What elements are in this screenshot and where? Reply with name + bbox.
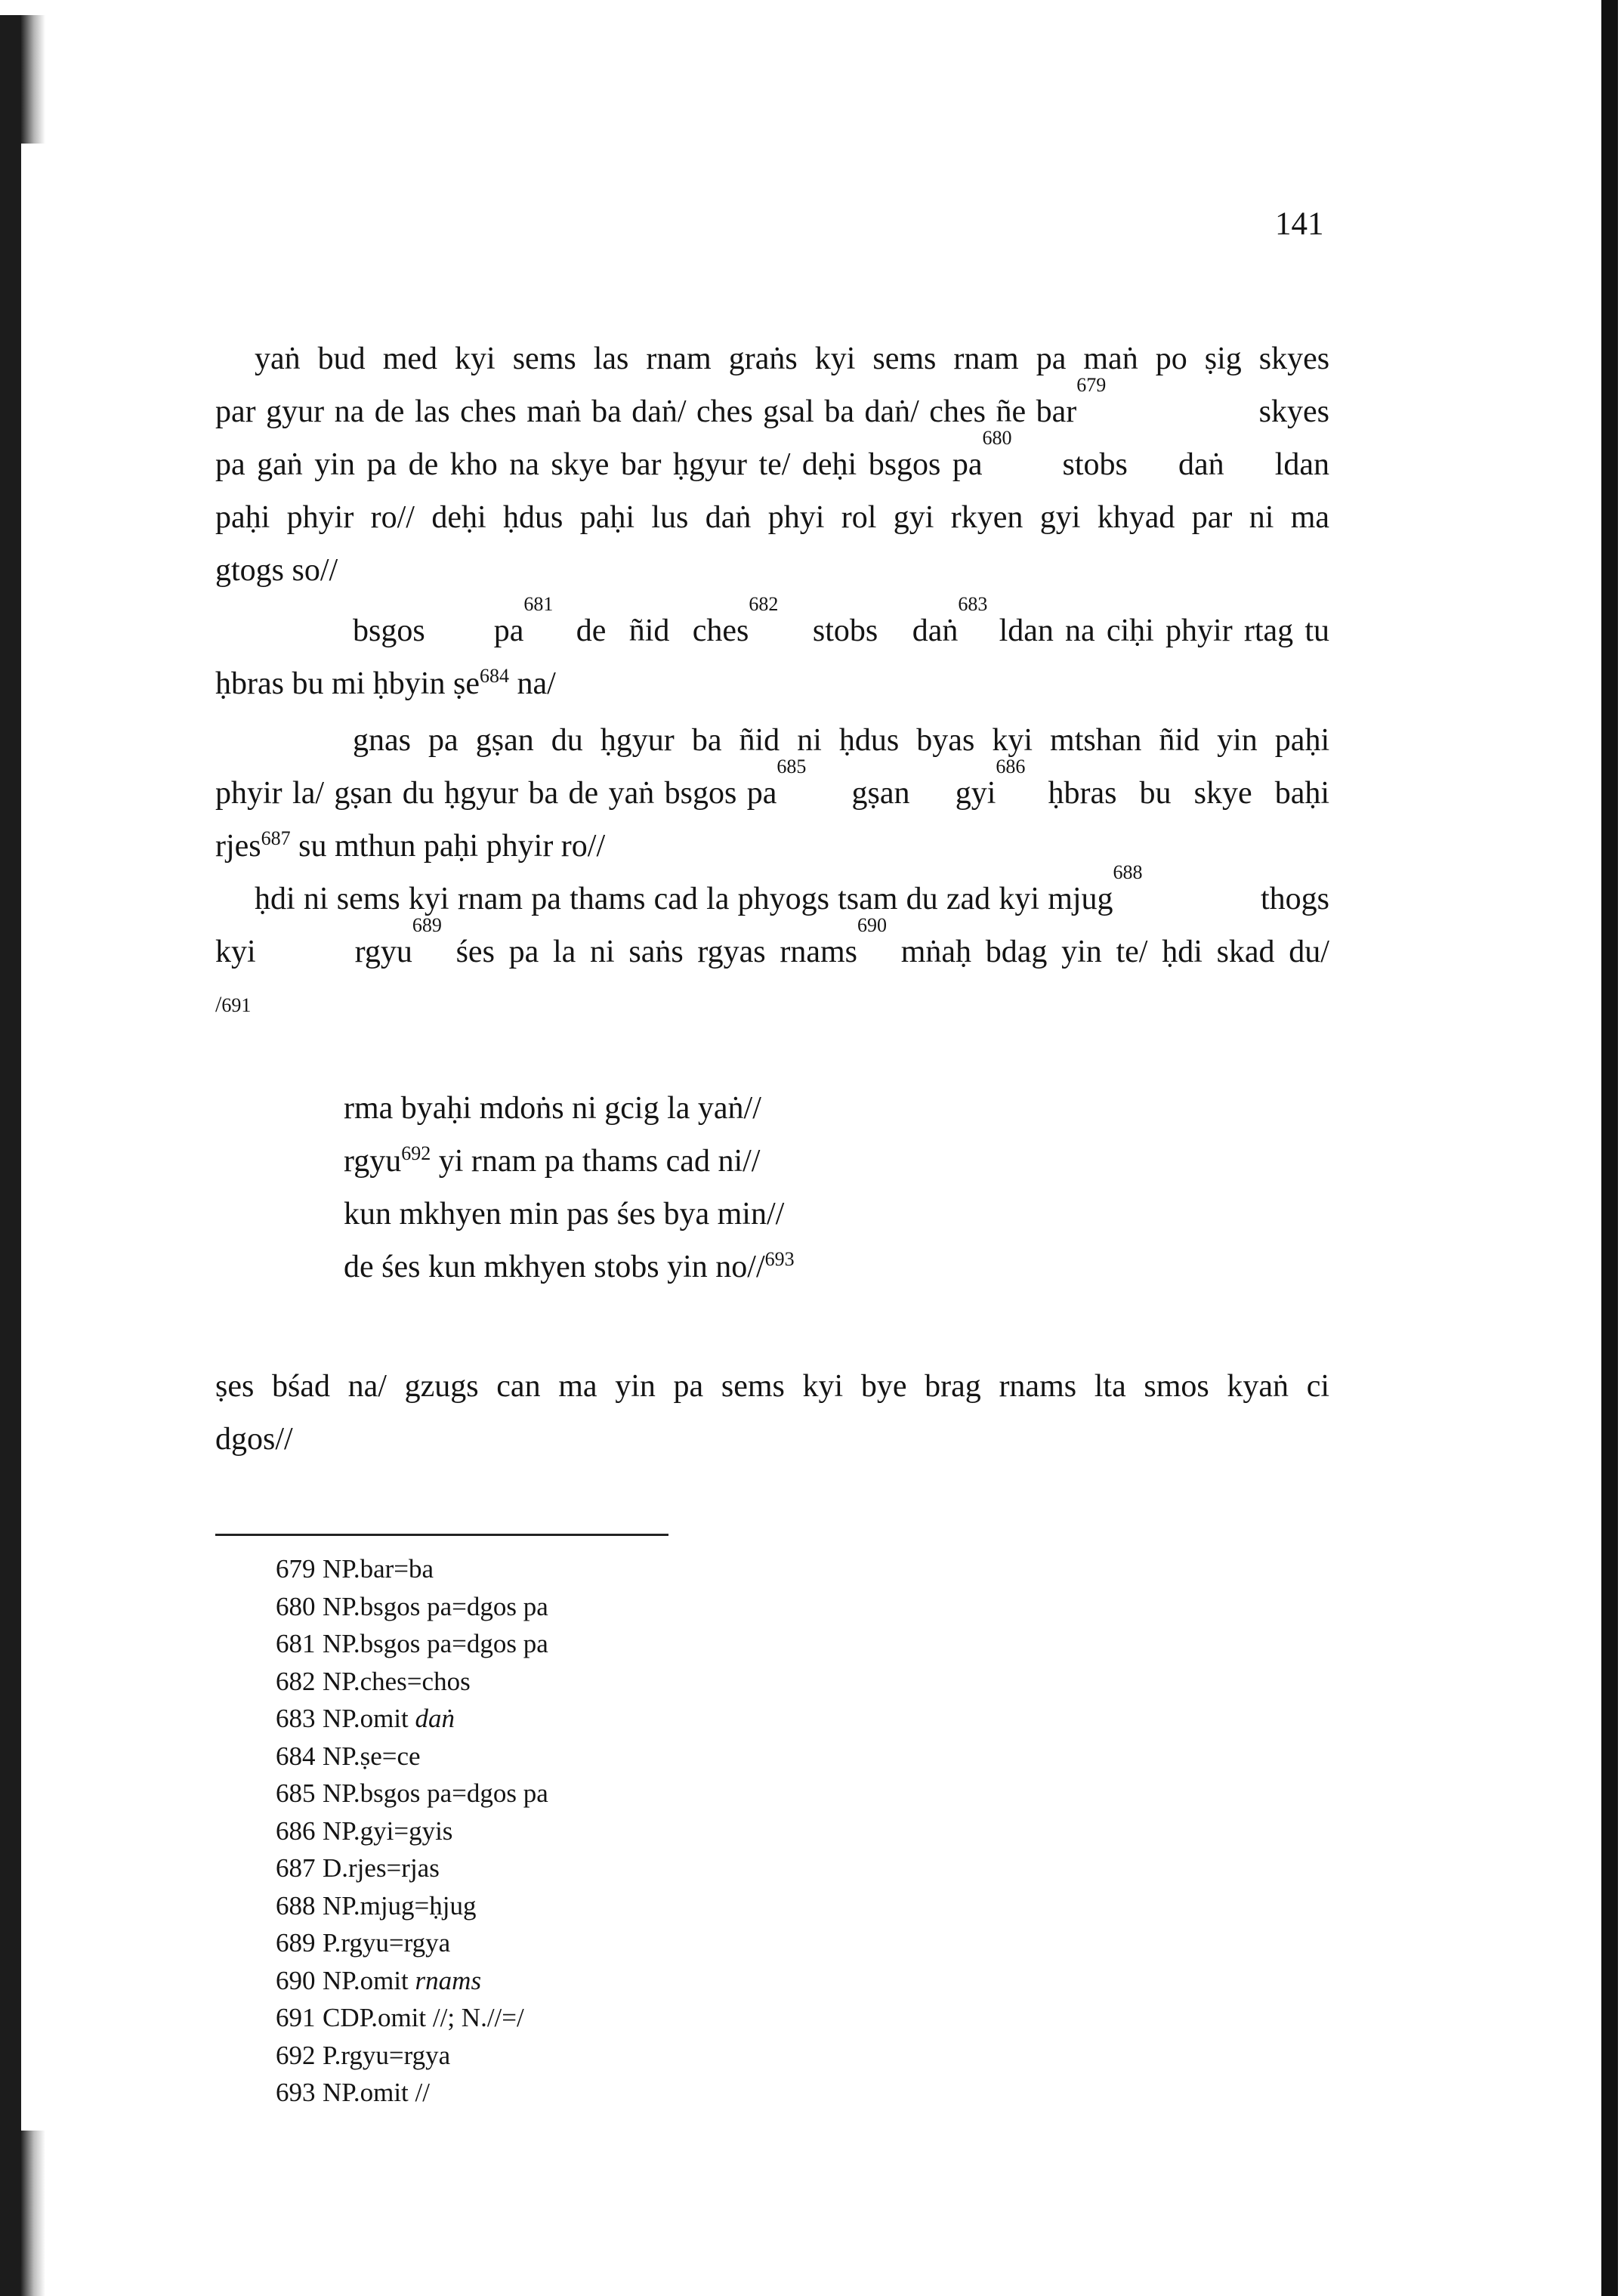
- footnote-separator: [215, 1534, 668, 1536]
- footnote-ref: 690: [857, 914, 888, 936]
- footnote: 688 NP.mjug=ḥjug: [276, 1890, 477, 1921]
- text-line: par gyur na de las ches maṅ ba daṅ/ ches gsal ba daṅ/ ches ñe bar 679 skyes: [215, 385, 1329, 438]
- footnote: 686 NP.gyi=gyis: [276, 1815, 453, 1846]
- footnote: 689 P.rgyu=rgya: [276, 1928, 451, 1958]
- footnote: 684 NP.ṣe=ce: [276, 1741, 421, 1771]
- text-line: bsgos pa 681 de ñid ches 682 stobs daṅ 683 ldan na ciḥi phyir rtag tu: [215, 604, 1329, 657]
- footnote: 685 NP.bsgos pa=dgos pa: [276, 1778, 548, 1808]
- footnote: 680 NP.bsgos pa=dgos pa: [276, 1591, 548, 1621]
- footnote: 683 NP.omit daṅ: [276, 1704, 455, 1733]
- footnote-ref: 693: [764, 1248, 795, 1270]
- text-line: /691: [215, 992, 252, 1017]
- text-line: ḥdi ni sems kyi rnam pa thams cad la phyogs tsam du zad kyi mjug 688 thogs: [215, 873, 1329, 926]
- verse-line: rgyu$^{692}$ yi rnam pa thams cad ni//: [344, 1142, 761, 1179]
- footnote-ref: 683: [958, 593, 988, 615]
- footnote-ref: 689: [412, 914, 442, 936]
- footnote-ref: 681: [523, 593, 554, 615]
- paragraph-1: [215, 332, 1329, 597]
- footnote: 679 NP.bar=ba: [276, 1554, 434, 1584]
- footnote-ref: 685: [776, 756, 807, 777]
- text-line: phyir la/ gṣan du ḥgyur ba de yaṅ bsgos pa 685 gṣan gyi 686 ḥbras bu skye baḥi: [215, 767, 1329, 820]
- footnote-ref: 688: [1113, 861, 1143, 883]
- book-spine-shadow-left-bottom: [0, 2131, 45, 2296]
- text-line: ṣes bśad na/ gzugs can ma yin pa sems kyi bye brag rnams lta smos kyaṅ ci: [215, 1369, 1330, 1404]
- paragraph-3: [215, 714, 1329, 873]
- footnote-ref: 682: [749, 593, 779, 615]
- closing-paragraph: [215, 1360, 1329, 1466]
- text-line: rjes$^{687}$ su mthun paḥi phyir ro//: [215, 827, 606, 864]
- page-edge-shadow-right: [1601, 0, 1618, 2296]
- text-line: dgos//: [215, 1422, 293, 1457]
- paragraph-4: [215, 861, 1330, 1031]
- text-line: ḥbras bu mi ḥbyin ṣe$^{684}$ na/: [215, 665, 556, 701]
- book-spine-shadow-left-top: [0, 15, 45, 144]
- footnote: 692 P.rgyu=rgya: [276, 2040, 451, 2070]
- footnote: 691 CDP.omit //; N.//=/: [276, 2003, 524, 2032]
- verse-block: [344, 1082, 795, 1293]
- verse-line: kun mkhyen min pas śes bya min//: [344, 1197, 785, 1231]
- paragraph-2: [215, 593, 1329, 710]
- page-number: 141: [1275, 206, 1324, 242]
- footnote-ref: 684: [479, 665, 509, 687]
- text-line: paḥi phyir ro// deḥi ḥdus paḥi lus daṅ phyi rol gyi rkyen gyi khyad par ni ma: [215, 500, 1330, 535]
- footnote-ref: 686: [996, 756, 1026, 777]
- footnote: 693 NP.omit //: [276, 2078, 430, 2107]
- footnote-ref: 679: [1076, 374, 1107, 396]
- book-spine-shadow-left: [0, 15, 21, 2267]
- text-line: pa gaṅ yin pa de kho na skye bar ḥgyur te/ deḥi bsgos pa 680 stobs daṅ ldan: [215, 438, 1329, 491]
- footnote-ref: 691: [221, 994, 252, 1016]
- footnote-ref: 680: [982, 427, 1012, 449]
- text-line: yaṅ bud med kyi sems las rnam graṅs kyi sems rnam pa maṅ po ṣig skyes: [255, 341, 1330, 376]
- footnote: 682 NP.ches=chos: [276, 1666, 471, 1696]
- footnote: 690 NP.omit rnams: [276, 1965, 482, 1995]
- text-line: kyi rgyu 689 śes pa la ni saṅs rgyas rnams 690 mṅaḥ bdag yin te/ ḥdi skad du/: [215, 926, 1329, 978]
- text-line: gtogs so//: [215, 553, 338, 588]
- footnote: 687 D.rjes=rjas: [276, 1853, 440, 1883]
- footnote: 681 NP.bsgos pa=dgos pa: [276, 1629, 548, 1658]
- verse-line: rma byaḥi mdoṅs ni gcig la yaṅ//: [344, 1091, 761, 1126]
- verse-line: de śes kun mkhyen stobs yin no//$^{693}$: [344, 1248, 795, 1284]
- footnote-ref: 687: [261, 827, 291, 849]
- text-line: gnas pa gṣan du ḥgyur ba ñid ni ḥdus byas kyi mtshan ñid yin paḥi: [353, 723, 1330, 758]
- footnote-ref: 692: [401, 1142, 431, 1164]
- footnotes: [276, 1550, 548, 2112]
